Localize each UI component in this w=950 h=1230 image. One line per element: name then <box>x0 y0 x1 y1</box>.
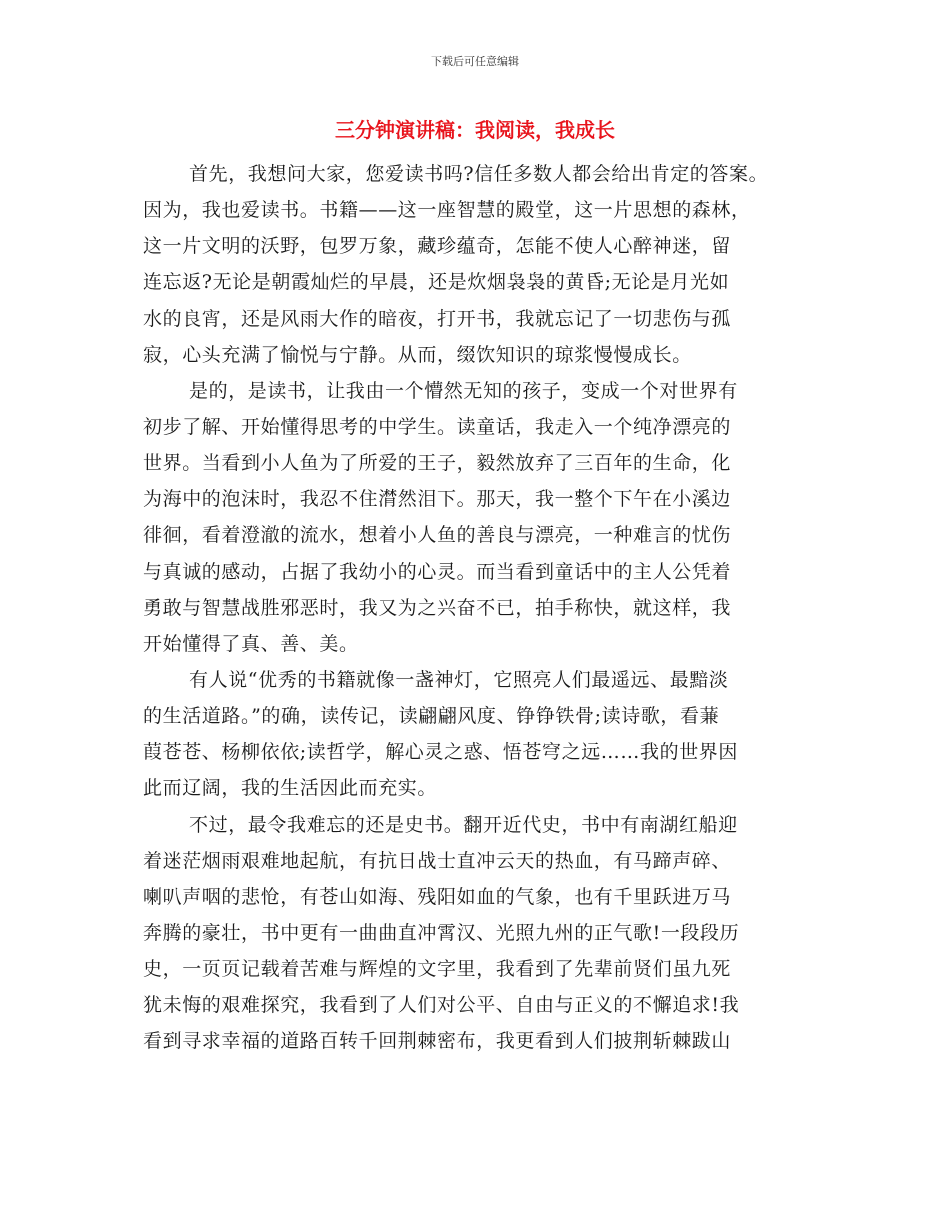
text-line: 喇叭声咽的悲怆，有苍山如海、残阳如血的气象，也有千里跃进万马 <box>143 885 732 908</box>
text-line: 着迷茫烟雨艰难地起航，有抗日战士直冲云天的热血，有马蹄声碎、 <box>143 849 732 872</box>
paragraph <box>143 156 823 373</box>
paragraph <box>143 807 823 1060</box>
paragraph <box>143 662 823 807</box>
text-line: 奔腾的豪壮，书中更有一曲曲直冲霄汉、光照九州的正气歌!一段段历 <box>143 921 740 944</box>
text-line: 世界。当看到小人鱼为了所爱的王子，毅然放弃了三百年的生命，化 <box>143 452 732 475</box>
text-line: 开始懂得了真、善、美。 <box>143 632 359 655</box>
text-line: 是的，是读书，让我由一个懵然无知的孩子，变成一个对世界有 <box>189 379 738 402</box>
text-line: 看到寻求幸福的道路百转千回荆棘密布，我更看到人们披荆斩棘跋山 <box>143 1030 732 1053</box>
text-line: 有人说“优秀的书籍就像一盏神灯，它照亮人们最遥远、最黯淡 <box>189 668 729 691</box>
text-line: 因为，我也爱读书。书籍——这一座智慧的殿堂，这一片思想的森林， <box>143 199 751 222</box>
text-line: 的生活道路。”的确，读传记，读翩翩风度、铮铮铁骨;读诗歌，看蒹 <box>143 705 720 728</box>
text-line: 与真诚的感动，占据了我幼小的心灵。而当看到童话中的主人公凭着 <box>143 560 732 583</box>
paragraph <box>143 373 823 662</box>
text-line: 犹未悔的艰难探究，我看到了人们对公平、自由与正义的不懈追求!我 <box>143 994 740 1017</box>
text-line: 此而辽阔，我的生活因此而充实。 <box>143 777 438 800</box>
text-line: 寂，心头充满了愉悦与宁静。从而，缀饮知识的琼浆慢慢成长。 <box>143 343 692 366</box>
text-line: 不过，最令我难忘的还是史书。翻开近代史，书中有南湖红船迎 <box>189 813 738 836</box>
text-line: 勇敢与智慧战胜邪恶时，我又为之兴奋不已，拍手称快，就这样，我 <box>143 596 732 619</box>
text-line: 徘徊，看着澄澈的流水，想着小人鱼的善良与漂亮，一种难言的忧伤 <box>143 524 732 547</box>
header-note: 下载后可任意编辑 <box>431 55 519 68</box>
text-line: 这一片文明的沃野，包罗万象，藏珍蕴奇，怎能不使人心醉神迷，留 <box>143 235 732 258</box>
text-line: 为海中的泡沫时，我忍不住潸然泪下。那天，我一整个下午在小溪边 <box>143 488 732 511</box>
text-line: 连忘返?无论是朝霞灿烂的早晨，还是炊烟袅袅的黄昏;无论是月光如 <box>143 271 730 294</box>
text-line: 初步了解、开始懂得思考的中学生。读童话，我走入一个纯净漂亮的 <box>143 415 732 438</box>
text-line: 水的良宵，还是风雨大作的暗夜，打开书，我就忘记了一切悲伤与孤 <box>143 307 732 330</box>
text-line: 首先，我想问大家，您爱读书吗?信任多数人都会给出肯定的答案。 <box>189 163 769 185</box>
text-line: 葭苍苍、杨柳依依;读哲学，解心灵之惑、悟苍穹之远……我的世界因 <box>143 741 739 764</box>
page-title: 三分钟演讲稿：我阅读，我成长 <box>335 118 615 142</box>
document-body <box>143 156 823 1060</box>
text-line: 史，一页页记载着苦难与辉煌的文字里，我看到了先辈前贤们虽九死 <box>143 958 732 981</box>
